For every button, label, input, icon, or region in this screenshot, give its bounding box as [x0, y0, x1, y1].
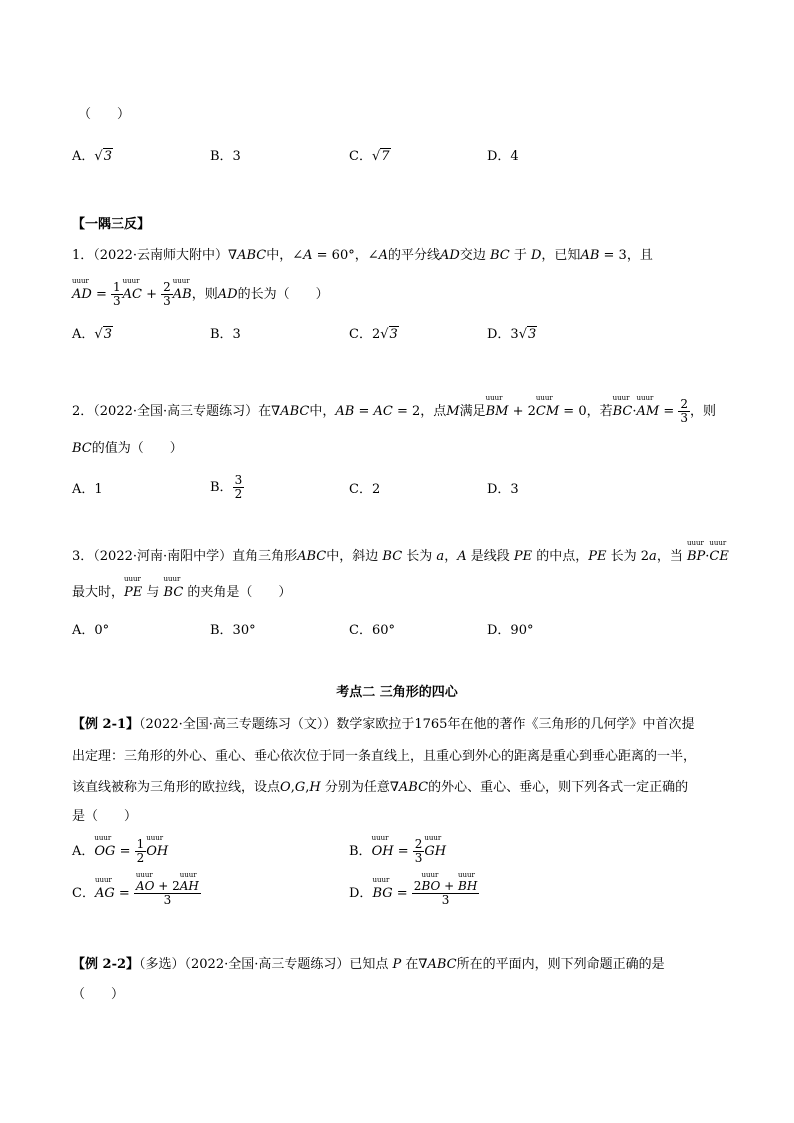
q2-option-b: B． $\frac{3}{2}$	[210, 473, 243, 501]
q3-option-c: C．60°	[349, 623, 395, 638]
section-title: 【一隅三反】	[72, 217, 151, 232]
option-c: C．√7	[349, 149, 390, 164]
example-2-1-line2: 出定理：三角形的外心、重心、垂心依次位于同一条直线上，且重心到外心的距离是重心到垂心距离的一半，	[72, 749, 697, 764]
q2-option-a: A．1	[72, 482, 103, 497]
question-1-line1: 1．（2022·云南师大附中）∇ABC中，∠A = 60°，∠A的平分线AD交边 BC 于 D，已知AB = 3，且	[72, 248, 653, 263]
q3-option-a: A．0°	[72, 623, 110, 638]
q1-option-d: D．3√3	[487, 327, 537, 342]
ex21-option-a: A．uuur OG = $\frac{1}{2}$ uuur OH	[72, 838, 168, 865]
q1-option-b: B．3	[210, 327, 241, 342]
section-2-title: 考点二 三角形的四心	[336, 685, 458, 700]
question-3-line2: 最大时，uuur PE 与 uuur BC 的夹角是（ ）	[72, 584, 291, 602]
q1-option-a: A．√3	[72, 327, 112, 342]
ex21-option-d: D．uuur BG = $\frac{\text{2uuur BO + uuur BH}}{3}$	[349, 880, 479, 907]
q2-option-c: C．2	[349, 482, 381, 497]
example-2-1-line3: 该直线被称为三角形的欧拉线，设点O,G,H 分别为任意∇ABC的外心、重心、垂心，则下列各式一定正确的	[72, 780, 689, 795]
q2-option-d: D．3	[487, 482, 519, 497]
q3-option-b: B．30°	[210, 623, 256, 638]
ex21-option-c: C．uuur AG = uuur $\frac{\text{AO + 2uuur AH}}{3}$	[72, 880, 201, 907]
option-b: B．3	[210, 149, 241, 164]
example-2-1-line4: 是（ ）	[72, 809, 138, 824]
question-3-line1: 3．（2022·河南·南阳中学）直角三角形ABC中，斜边 BC 长为 a，A 是线段 PE 的中点，PE 长为 2a，当 uuur BP·uuur CE	[72, 548, 729, 566]
example-2-2-line1: 【例 2-2】（多选）（2022·全国·高三专题练习）已知点 P 在∇ABC所在的平面内，则下列命题正确的是	[72, 957, 665, 972]
example-label: 【例 2-1】	[72, 717, 140, 732]
option-a: A．√3	[72, 149, 112, 164]
example-2-1-line1	[72, 716, 694, 734]
option-d: D．4	[487, 149, 519, 164]
q3-option-d: D．90°	[487, 623, 534, 638]
question-1-line2: uuur AD = $\frac{1}{3}$ uuur AC + $\frac{2}{3}$ uuur AB，则AD的长为（ ）	[72, 281, 329, 308]
question-2-line2: BC的值为（ ）	[72, 441, 183, 456]
example-text: （2022·全国·高三专题练习（文））数学家欧拉于1765年在他的著作《三角形的几何学》中首次提	[139, 717, 695, 732]
question-2-line1: 2．（2022·全国·高三专题练习）在∇ABC中，AB = AC = 2，点M满足uuur BM + 2uuur CM = 0，若uuur BC·uuur AM = $\frac{2}{3}$ ，则	[72, 398, 716, 425]
ex21-option-b: B．uuur OH = $\frac{2}{3}$ uuur GH	[349, 838, 446, 865]
q1-option-c: C．2√3	[349, 327, 398, 342]
example-2-2-line2: （ ）	[72, 987, 125, 1002]
example-label-2: 【例 2-2】	[72, 957, 140, 972]
paren-blank: （ ）	[78, 107, 131, 122]
